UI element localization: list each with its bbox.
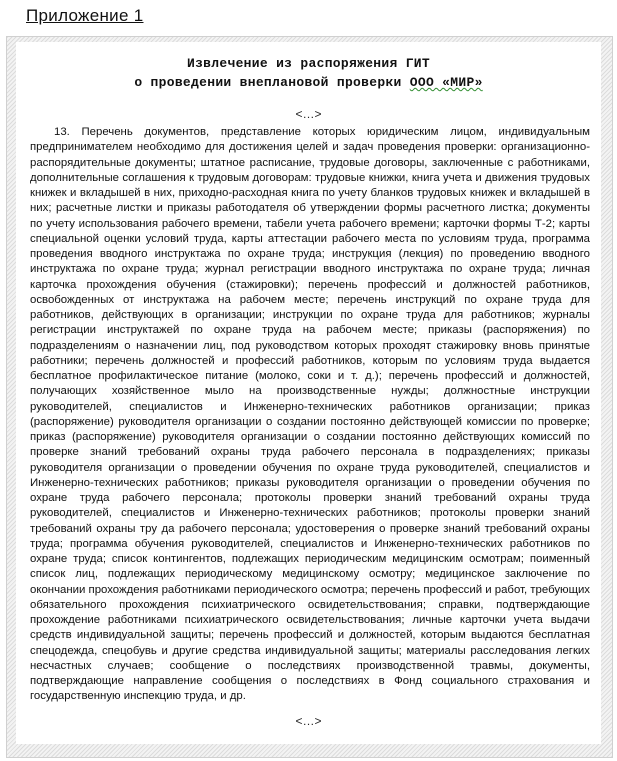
omission-mark-bottom: <…> — [295, 714, 322, 728]
subtitle-prefix: о проведении внеплановой проверки — [134, 75, 410, 90]
document-paragraph: 13. Перечень документов, представление которых юридическим лицом, индивидуальным предпринимателем необходимо для достижения целей и задач проведения проверки: организационно-распорядительные документы; штатное расписание, трудовые договоры, заключенные с работниками, дополнительные соглашения к трудовым договорам: трудовые книжки, книга учета и движения трудовых книжек и вкладышей в них, приходно-расходная книга по учету бланков трудовых книжек и вкладышей в них; расчетные листки и приказы работодателя об утверждении формы расчетного листка; документы по учету использования рабочего времени, табели учета рабочего времени; карточки формы Т-2; карты специальной оценки условий труда, карты аттестации рабочего места по условиям труда, программа проведения вводного инструктажа по охране труда; инструкция (лекция) по проведению вводного инструктажа по охране труда; журнал регистрации вводного инструктажа по охране труда; личная карточка прохождения обучения (стажировки); перечень профессий и должностей работников, освобожденных от инструктажа на рабочем месте; перечень инструкций по охране труда для работников, действующих в организации; инструкции по охране труда для работников; журналы регистрации инструктажей по охране труда на рабочем месте; приказы (распоряжения) по подразделениям о назначении лиц, под руководством которых проходят стажировку вновь принятые работники; перечень должностей и профессий работников, которым по условиям труда выдается бесплатное профилактическое питание (молоко, соки и т. д.); перечень профессий и должностей, получающих хозяйственное мыло на производственные нужды; должностные инструкции руководителей, специалистов и Инженерно-технических работников организации; приказ (распоряжение) руководителя организации о создании постоянно действующей комиссии по проверке; приказ (распоряжение) руководителя организации о создании постоянно действующих комиссий по проверке знаний требований охраны труда рабочего персонала в подразделениях; приказы руководителя организации о проведении обучения по охране труда руководителей, специалистов и Инженерно-технических работников; приказы руководителя организации о проведении обучения по охране труда рабочего персонала; протоколы проверки знаний требований охраны труда руководителей, специалистов и Инженерно-технических работников; протоколы проверки знаний требований охраны тру да рабочего персонала; удостоверения о проверке знаний требований охраны труда; программа обучения руководителей, специалистов и Инженерно-технических работников по охране труда; список контингентов, подлежащих периодическим медицинским осмотрам; поименный список лиц, подлежащих периодическому медицинскому осмотру; медицинское заключение по окончании прохождения работниками периодического осмотра; перечень профессий и работ, требующих обязательного прохождения психиатрического освидетельствования; справки, подтверждающие прохождение работниками психиатрического освидетельствования; личные карточки учета выдачи средств индивидуальной защиты; перечень профессий и должностей, которым выдаются бесплатная спецодежда, спецобувь и другие средства индивидуальной защиты; материалы расследования легких несчастных случаев; сообщение о последствиях производственной травмы, документы, подтверждающие направление сообщения о последствиях в Фонд социального страхования и государственную инспекцию труда, и др. — [30, 126, 591, 703]
appendix-label: Приложение 1 — [26, 6, 144, 25]
document-subtitle — [0, 75, 617, 90]
document-title: Извлечение из распоряжения ГИТ — [186, 56, 431, 71]
organization-name: ООО «МИР» — [409, 75, 483, 90]
omission-mark-top: <…> — [295, 107, 322, 121]
